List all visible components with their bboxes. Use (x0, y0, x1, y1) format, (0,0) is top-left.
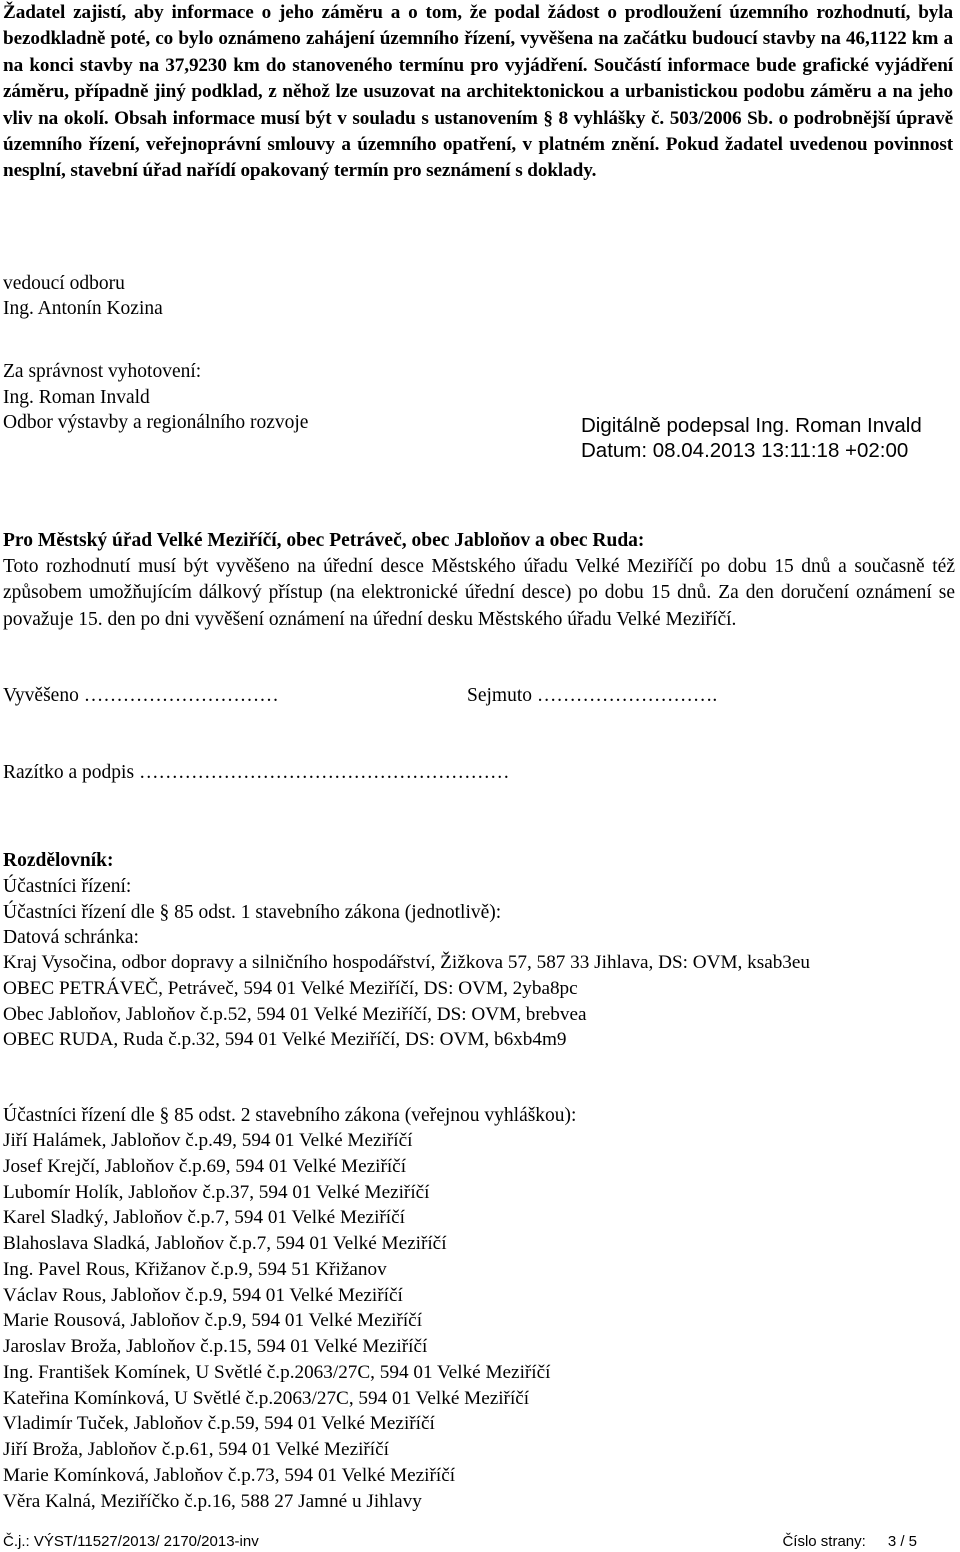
list-item: Ing. Pavel Rous, Křižanov č.p.9, 594 51 Křižanov (3, 1258, 387, 1280)
distribution-heading: Rozdělovník: (3, 850, 114, 871)
participants-label: Účastníci řízení: (3, 876, 132, 897)
list-item: Obec Jabloňov, Jabloňov č.p.52, 594 01 Velké Meziříčí, DS: OVM, brebvea (3, 1003, 587, 1025)
group1-list (3, 950, 810, 1053)
list-item: Jiří Halámek, Jabloňov č.p.49, 594 01 Velké Meziříčí (3, 1130, 413, 1151)
signer-role: vedoucí odboru (3, 273, 125, 294)
list-item: Marie Komínková, Jabloňov č.p.73, 594 01 Velké Meziříčí (3, 1464, 456, 1486)
page-label: Číslo strany: (782, 1533, 866, 1550)
stamp-signature-field: Razítko a podpis ………………………………………………… (3, 762, 510, 783)
list-item: Ing. František Komínek, U Světlé č.p.2063/27C, 594 01 Velké Meziříčí (3, 1361, 551, 1383)
notice-heading: Pro Městský úřad Velké Meziříčí, obec Petráveč, obec Jabloňov a obec Ruda: (3, 530, 645, 551)
correctness-label: Za správnost vyhotovení: (3, 361, 202, 382)
digital-signature-signer: Digitálně podepsal Ing. Roman Invald (581, 414, 922, 437)
posted-field: Vyvěšeno ………………………… (3, 685, 279, 706)
list-item: Marie Rousová, Jabloňov č.p.9, 594 01 Velké Meziříčí (3, 1310, 423, 1332)
correctness-name: Ing. Roman Invald (3, 387, 150, 408)
list-item: Václav Rous, Jabloňov č.p.9, 594 01 Velké Meziříčí (3, 1284, 403, 1306)
list-item: Kraj Vysočina, odbor dopravy a silničního hospodářství, Žižkova 57, 587 33 Jihlava, DS: OVM, ksab3eu (3, 952, 811, 973)
digital-signature-date: Datum: 08.04.2013 13:11:18 +02:00 (581, 439, 909, 462)
reference-number: Č.j.: VÝST/11527/2013/ 2170/2013-inv (3, 1533, 259, 1550)
notice-body: Toto rozhodnutí musí být vyvěšeno na úřední desce Městského úřadu Velké Meziříčí po dobu 15 dnů a současně též způsobem umožňujícím dálkový přístup (na elektronické úřední desce) po dobu 15 dnů. Za den doručení oznámení se považuje 15. den po dni vyvěšení oznámení na úřední desku Městského úřadu Velké Meziříčí. (3, 556, 955, 630)
list-item: Josef Krejčí, Jabloňov č.p.69, 594 01 Velké Meziříčí (3, 1155, 407, 1177)
signer-name: Ing. Antonín Kozina (3, 298, 163, 319)
group2-label: Účastníci řízení dle § 85 odst. 2 stavebního zákona (veřejnou vyhláškou): (3, 1105, 577, 1126)
page-indicator (782, 1532, 917, 1552)
list-item: Jiří Broža, Jabloňov č.p.61, 594 01 Velké Meziříčí (3, 1439, 389, 1460)
list-item: Kateřina Komínková, U Světlé č.p.2063/27C, 594 01 Velké Meziříčí (3, 1387, 530, 1409)
group1-sub-label: Datová schránka: (3, 927, 139, 948)
list-item: Blahoslava Sladká, Jabloňov č.p.7, 594 01 Velké Meziříčí (3, 1233, 447, 1254)
list-item: Lubomír Holík, Jabloňov č.p.37, 594 01 Velké Meziříčí (3, 1181, 430, 1203)
list-item: Vladimír Tuček, Jabloňov č.p.59, 594 01 Velké Meziříčí (3, 1413, 435, 1435)
posting-notice (3, 528, 955, 633)
list-item: Karel Sladký, Jabloňov č.p.7, 594 01 Velké Meziříčí (3, 1207, 405, 1229)
removed-field: Sejmuto ………………………. (467, 685, 718, 706)
list-item: OBEC PETRÁVEČ, Petráveč, 594 01 Velké Meziříčí, DS: OVM, 2yba8pc (3, 977, 578, 999)
page-number: 3 / 5 (887, 1533, 917, 1550)
list-item: Věra Kalná, Meziříčko č.p.16, 588 27 Jamné u Jihlavy (3, 1490, 422, 1512)
department-name: Odbor výstavby a regionálního rozvoje (3, 412, 309, 433)
group1-label: Účastníci řízení dle § 85 odst. 1 stavebního zákona (jednotlivě): (3, 902, 502, 923)
intro-section (3, 0, 953, 185)
intro-paragraph: Žadatel zajistí, aby informace o jeho záměru a o tom, že podal žádost o prodloužení územního rozhodnutí, byla bezodkladně poté, co bylo oznámeno zahájení územního řízení, vyvěšena na začátku budoucí stavby na 46,1122 km a na konci stavby na 37,9230 km do stanoveného termínu pro vyjádření. Součástí informace bude grafické vyjádření záměru, případně jiný podklad, z něhož lze usuzovat na architektonickou a urbanistickou podobu záměru a na jeho vliv na okolí. Obsah informace musí být v souladu s ustanovením § 8 vyhlášky č. 503/2006 Sb. o podrobnější úpravě územního řízení, veřejnoprávní smlouvy a územního opatření, v platném znění. Pokud žadatel uvedenou povinnost nesplní, stavební úřad nařídí opakovaný termín pro seznámení s doklady. (3, 2, 953, 182)
group2-list (3, 1128, 550, 1514)
list-item: Jaroslav Broža, Jabloňov č.p.15, 594 01 Velké Meziříčí (3, 1336, 428, 1357)
digital-signature (581, 413, 922, 463)
list-item: OBEC RUDA, Ruda č.p.32, 594 01 Velké Meziříčí, DS: OVM, b6xb4m9 (3, 1029, 567, 1051)
